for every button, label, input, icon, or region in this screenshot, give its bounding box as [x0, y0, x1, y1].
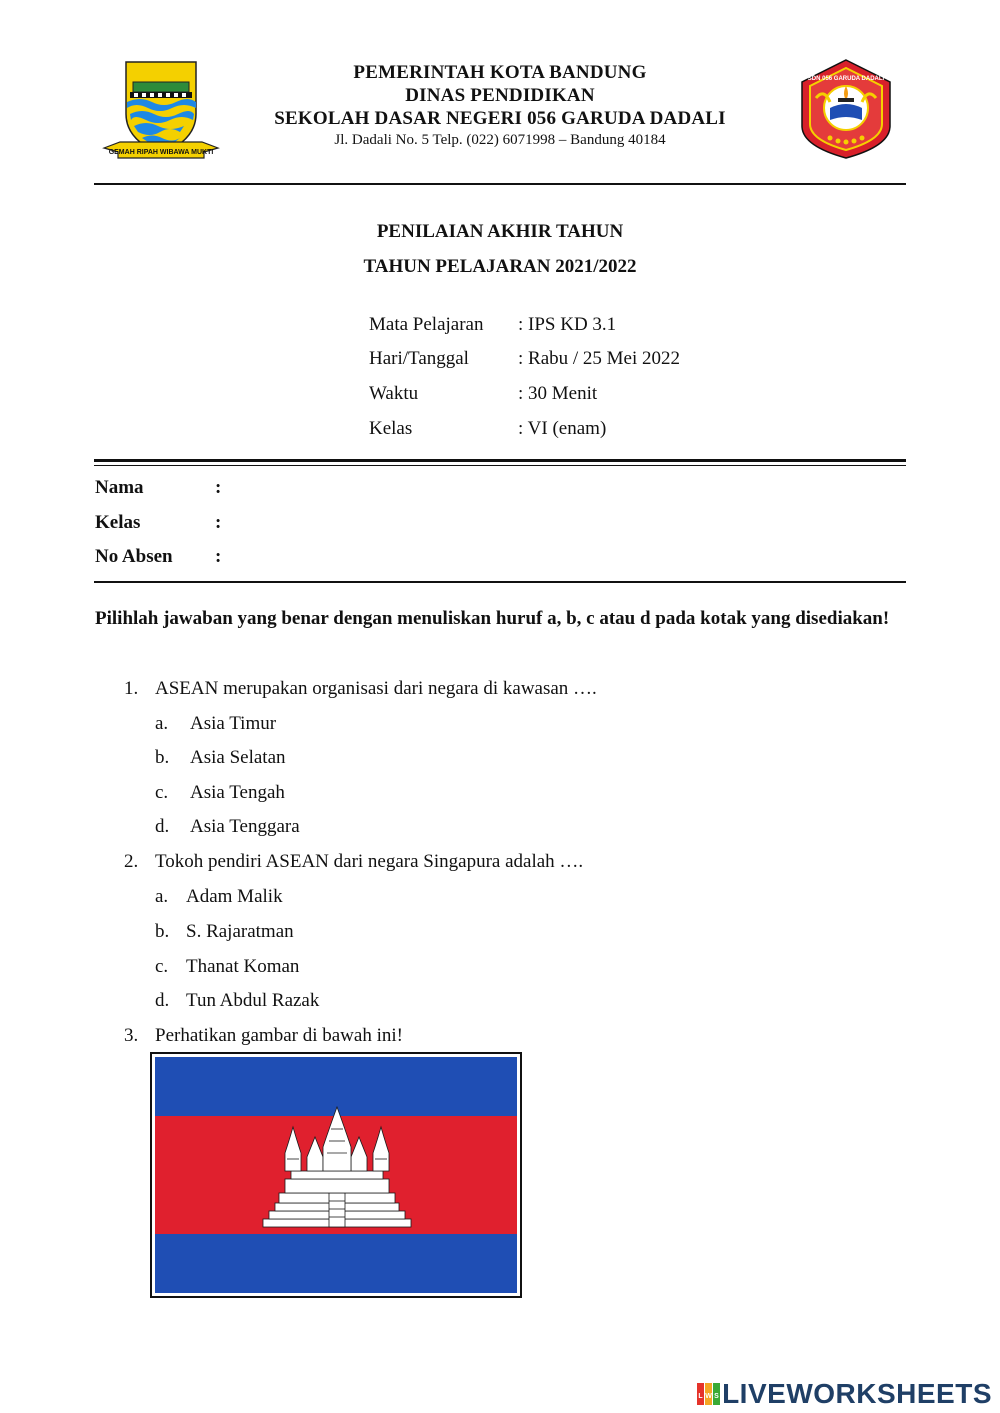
svg-text:L: L — [698, 1393, 703, 1400]
svg-text:S: S — [714, 1393, 719, 1400]
field-label: No Absen — [95, 546, 173, 567]
field-colon: : — [215, 512, 222, 533]
question-text: ASEAN merupakan organisasi dari negara di kawasan …. — [155, 678, 597, 699]
info-divider-thin — [94, 465, 906, 466]
exam-year: TAHUN PELAJARAN 2021/2022 — [363, 256, 637, 277]
liveworksheets-logo-icon — [697, 1383, 721, 1405]
option-text: S. Rajaratman — [186, 921, 294, 942]
option-letter: b. — [155, 921, 170, 942]
instruction-text: Pilihlah jawaban yang benar dengan menuliskan huruf a, b, c atau d pada kotak yang disediakan! — [95, 608, 890, 629]
option-letter: c. — [155, 782, 169, 803]
question-text: Perhatikan gambar di bawah ini! — [155, 1025, 403, 1046]
info-label: Kelas — [369, 418, 413, 439]
liveworksheets-watermark[interactable]: LIVEWORKSHEETS — [722, 1378, 992, 1409]
info-value: : IPS KD 3.1 — [518, 314, 617, 335]
header-department: DINAS PENDIDIKAN — [405, 85, 595, 106]
question-number: 3. — [124, 1025, 139, 1046]
field-label: Kelas — [95, 512, 141, 533]
question-text: Tokoh pendiri ASEAN dari negara Singapura adalah …. — [155, 851, 584, 872]
option-letter: d. — [155, 990, 170, 1011]
flag-image-frame — [150, 1052, 522, 1298]
option-text: Asia Timur — [190, 713, 277, 734]
question-number: 1. — [124, 678, 139, 699]
info-value: : Rabu / 25 Mei 2022 — [518, 348, 681, 369]
header-address: Jl. Dadali No. 5 Telp. (022) 6071998 – Bandung 40184 — [334, 132, 666, 148]
option-text: Asia Selatan — [190, 747, 286, 768]
option-text: Asia Tenggara — [190, 816, 300, 837]
option-letter: b. — [155, 747, 170, 768]
info-divider-thick — [94, 459, 906, 462]
option-letter: d. — [155, 816, 170, 837]
identity-divider — [94, 581, 906, 583]
svg-text:GEMAH RIPAH WIBAWA MUKTI: GEMAH RIPAH WIBAWA MUKTI — [108, 149, 214, 156]
option-letter: a. — [155, 713, 169, 734]
info-value: : 30 Menit — [518, 383, 598, 404]
option-letter: c. — [155, 956, 169, 977]
svg-text:W: W — [705, 1393, 712, 1400]
info-label: Waktu — [369, 383, 419, 404]
info-label: Hari/Tanggal — [369, 348, 469, 369]
info-value: : VI (enam) — [518, 418, 607, 439]
header-school-name: SEKOLAH DASAR NEGERI 056 GARUDA DADALI — [274, 108, 726, 129]
option-text: Adam Malik — [186, 886, 283, 907]
field-colon: : — [215, 477, 222, 498]
exam-title: PENILAIAN AKHIR TAHUN — [376, 221, 624, 242]
field-colon: : — [215, 546, 222, 567]
cambodia-flag-icon — [155, 1057, 517, 1293]
header-government: PEMERINTAH KOTA BANDUNG — [353, 62, 647, 83]
option-text: Asia Tengah — [190, 782, 285, 803]
question-number: 2. — [124, 851, 139, 872]
info-label: Mata Pelajaran — [369, 314, 484, 335]
school-emblem-icon — [794, 58, 898, 160]
option-letter: a. — [155, 886, 169, 907]
option-text: Thanat Koman — [186, 956, 300, 977]
option-text: Tun Abdul Razak — [186, 990, 320, 1011]
field-label: Nama — [95, 477, 144, 498]
svg-text:SDN 056 GARUDA DADALI: SDN 056 GARUDA DADALI — [807, 76, 885, 82]
header-divider — [94, 183, 906, 185]
